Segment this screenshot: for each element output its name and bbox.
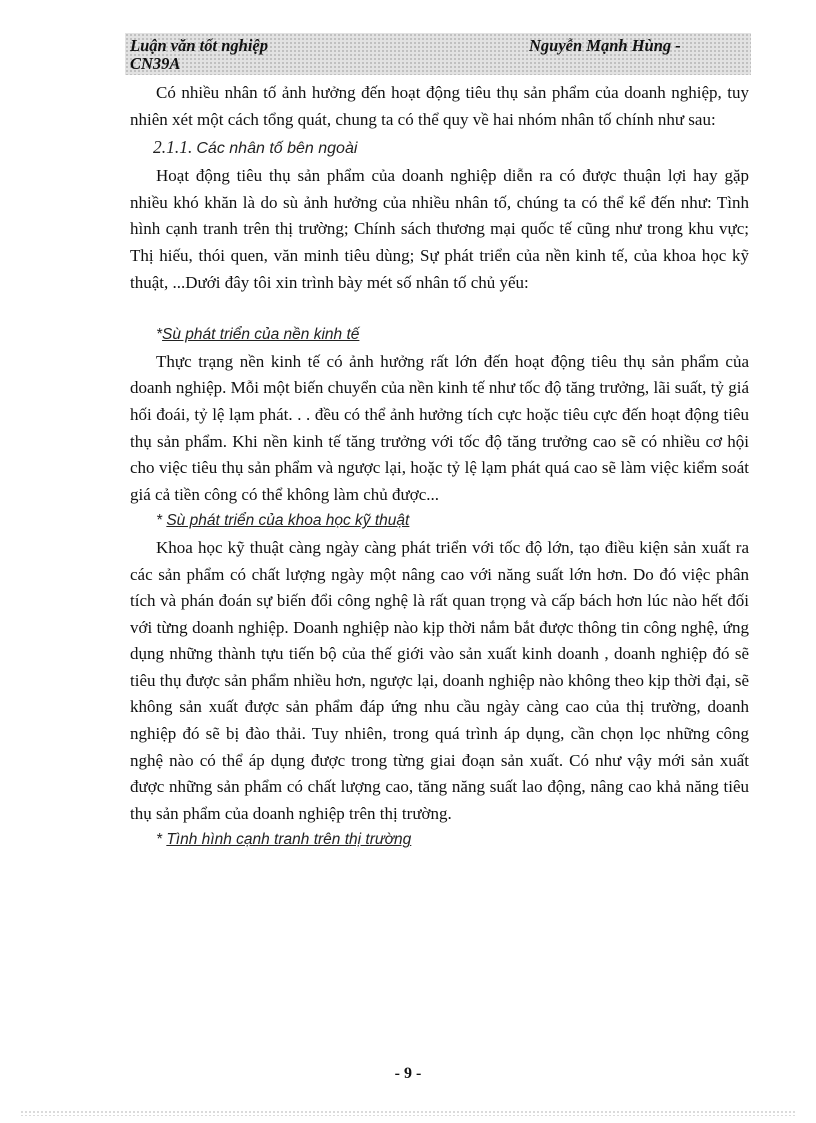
subheading-bullet: *	[156, 512, 167, 530]
section-heading	[130, 133, 749, 163]
subheading-competition	[130, 827, 749, 854]
page-body	[130, 80, 749, 854]
footer-dotted-border	[20, 1110, 796, 1116]
intro-paragraph: Có nhiều nhân tố ảnh hưởng đến hoạt động tiêu thụ sản phẩm của doanh nghiệp, tuy nhiên xét một cách tổng quát, chung ta có thể quy về hai nhóm nhân tố chính như sau:	[130, 83, 749, 129]
section-paragraph: Hoạt động tiêu thụ sản phẩm của doanh nghiệp diễn ra có được thuận lợi hay gặp nhiều khó khăn là do sù ảnh hưởng của nhiều nhân tố, chúng ta có thể kể đến như: Tình hình cạnh tranh trên thị trường; Chính sách thương mại quốc tế cũng như trong khu vực; Thị hiếu, thói quen, văn minh tiêu dùng; Sự phát triển của nền kinh tế, của khoa học kỹ thuật, ...Dưới đây tôi xin trình bày mét số nhân tố chủ yếu:	[130, 166, 749, 292]
subheading-technology	[130, 508, 749, 535]
blank-line	[130, 296, 749, 322]
subheading-economy-title: Sù phát triển của nền kinh tế	[162, 326, 360, 344]
section-number: 2.1.1.	[153, 137, 193, 158]
subheading-bullet: *	[156, 831, 167, 849]
page-number: - 9 -	[394, 1065, 422, 1082]
header-class-code: CN39A	[130, 54, 181, 73]
subheading-technology-title: Sù phát triển của khoa học kỹ thuật	[166, 512, 410, 530]
economy-paragraph: Thực trạng nền kinh tế có ảnh hưởng rất lớn đến hoạt động tiêu thụ sản phẩm của doanh nghiệp. Mỗi một biến chuyển của nền kinh tế như tốc độ tăng trưởng, lãi suất, tỷ giá hối đoái, tỷ lệ lạm phát. . . đều có thể ảnh hưởng tích cực hoặc tiêu cực đến hoạt động tiêu thụ sản phẩm. Khi nền kinh tế tăng trưởng với tốc độ tăng trưởng cao sẽ có nhiều cơ hội cho việc tiêu thụ sản phẩm và ngược lại, hoặc tỷ lệ lạm phát quá cao sẽ làm việc kiểm soát giá cả tiền công có thể không làm chủ được...	[130, 351, 749, 504]
subheading-competition-title: Tình hình cạnh tranh trên thị trường	[166, 831, 412, 849]
header-thesis-label: Luận văn tốt nghiệp	[130, 36, 268, 55]
subheading-bullet: *	[156, 326, 163, 344]
page-header	[125, 33, 751, 75]
technology-paragraph: Khoa học kỹ thuật càng ngày càng phát triển với tốc độ lớn, tạo điều kiện sản xuất ra các sản phẩm có chất lượng ngày một nâng cao với năng suất lớn hơn. Do đó việc phân tích và phán đoán sự biến đổi công nghệ là rất quan trọng và cấp bách hơn lúc nào hết đối với từng doanh nghiệp. Doanh nghiệp nào kịp thời nắm bắt được thông tin công nghệ, ứng dụng những thành tựu tiến bộ của thế giới vào sản xuất kinh doanh , doanh nghiệp đó sẽ tiêu thụ được sản phẩm nhiều hơn, ngược lại, doanh nghiệp nào không theo kịp thời đại, sẽ không sản xuất được sản phẩm đáp ứng nhu cầu ngày càng cao của thị trường, doanh nghiệp đó sẽ bị đào thải. Tuy nhiên, trong quá trình áp dụng, cần chọn lọc những công nghệ nào có thể áp dụng được trong từng giai đoạn sản xuất. Có như vậy mới sản xuất được những sản phẩm có chất lượng cao, tăng năng suất lao động, nâng cao khả năng tiêu thụ sản phẩm của doanh nghiệp trên thị trường.	[130, 537, 749, 823]
section-title: Các nhân tố bên ngoài	[196, 140, 358, 158]
header-author-name: Nguyễn Mạnh Hùng -	[529, 36, 681, 55]
subheading-economy	[130, 322, 749, 349]
